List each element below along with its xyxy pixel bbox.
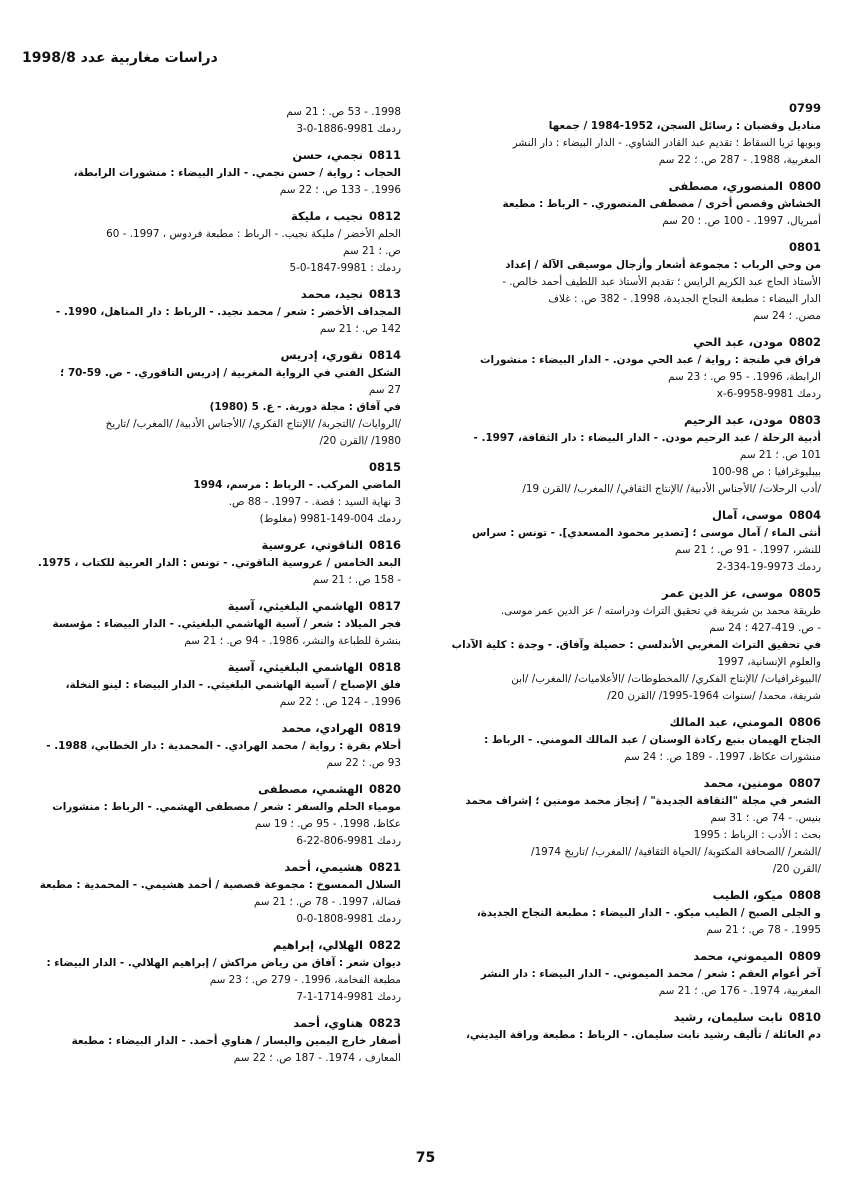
entry-heading	[23, 1015, 401, 1032]
entry-number: 0801	[788, 240, 821, 254]
entry-author: الهلالي، إبراهيم	[273, 938, 363, 952]
entry-line: ديوان شعر : آفاق من رياض مراكش / إبراهيم الهلالي. - الدار البيضاء :	[46, 957, 401, 969]
entry-heading	[431, 334, 821, 351]
entry-number: 0815	[368, 460, 401, 474]
entry-author: نجيد، محمد	[300, 287, 363, 301]
entry-heading	[23, 659, 401, 676]
entry-line: ردمك 9981-806-22-6	[296, 835, 401, 847]
entry-line: مناديل وقضبان : رسائل السجن، 1952-1984 / جمعها	[548, 120, 821, 132]
catalog-entry	[23, 537, 401, 589]
entry-author: نابت سليمان، رشيد	[673, 1010, 783, 1024]
entry-number: 0807	[788, 776, 821, 790]
entry-number: 0814	[368, 348, 401, 362]
entry-line: الشعر في مجلة "الثقافة الجديدة" / إنجاز محمد مومنين ؛ إشراف محمد	[465, 795, 821, 807]
entry-number: 0819	[368, 721, 401, 735]
entry-line: /الشعر/ /الصحافة المكتوبة/ /الحياة الثقافية/ /المغرب/ /تاريخ 1974/	[531, 846, 821, 858]
entry-heading	[431, 775, 821, 792]
catalog-entry	[23, 598, 401, 650]
entry-line: ص. ؛ 21 سم	[343, 245, 401, 257]
entry-line: المغربية، 1974. - 176 ص. ؛ 21 سم	[658, 985, 821, 997]
entry-line: طريقة محمد بن شريفة في تحقيق التراث ودراسته / عز الدين عمر موسى.	[500, 605, 821, 617]
catalog-entry	[431, 334, 821, 403]
entry-author: الهاشمي البلغيثي، آسية	[227, 660, 363, 674]
entry-line: مطبعة الفخامة، 1996. - 279 ص. ؛ 23 سم	[209, 974, 401, 986]
entry-line: للنشر، 1997. - 91 ص. ؛ 21 سم	[674, 544, 821, 556]
entry-number: 0804	[788, 508, 821, 522]
entry-line: شريفة، محمد/ /سنوات 1964-1995/ /القرن 20/	[607, 690, 821, 702]
entry-number: 0810	[788, 1010, 821, 1024]
entry-line: - ص. 419-427 ؛ 24 سم	[709, 622, 821, 634]
entry-number: 0812	[368, 209, 401, 223]
catalog-entry	[23, 459, 401, 528]
entry-author: الهرادي، محمد	[281, 721, 363, 735]
catalog-entry	[23, 720, 401, 772]
entry-heading	[23, 347, 401, 364]
entry-line: - 158 ص. ؛ 21 سم	[312, 574, 401, 586]
entry-heading	[23, 147, 401, 164]
entry-heading	[23, 937, 401, 954]
entry-author: موسى، آمال	[711, 508, 783, 522]
entry-number: 0809	[788, 949, 821, 963]
left-column	[23, 104, 401, 1076]
catalog-entry	[23, 147, 401, 199]
entry-line: 101 ص. ؛ 21 سم	[739, 449, 821, 461]
entry-author: هشيمي، أحمد	[284, 860, 363, 874]
entry-line: الرابطة، 1996. - 95 ص. ؛ 23 سم	[668, 371, 821, 383]
entry-line: المعارف ، 1974. - 187 ص. ؛ 22 سم	[233, 1052, 401, 1064]
page-header: دراسات مغاربية عدد 1998/8	[22, 50, 218, 66]
entry-line: /القرن 20/	[772, 863, 821, 875]
entry-heading	[431, 1009, 821, 1026]
entry-line: 142 ص. ؛ 21 سم	[319, 323, 401, 335]
entry-line: بنشرة للطباعة والنشر، 1986. - 94 ص. ؛ 21 سم	[184, 635, 401, 647]
entry-number: 0799	[788, 101, 821, 115]
catalog-entry	[23, 859, 401, 928]
entry-line: بيبليوغرافيا : ص 98-100	[711, 466, 821, 478]
entry-line: مصن. ؛ 24 سم	[753, 310, 821, 322]
entry-line: /أدب الرحلات/ /الأجناس الأدبية/ /الإنتاج الثقافي/ /المغرب/ /القرن 19/	[522, 483, 821, 495]
entry-heading	[431, 412, 821, 429]
entry-line: الماضي المركب. - الرباط : مرسم، 1994	[193, 479, 401, 491]
entry-line: والعلوم الإنسانية، 1997	[717, 656, 821, 668]
entry-author: الناقوتي، عروسية	[261, 538, 363, 552]
entry-number: 0803	[788, 413, 821, 427]
entry-author: مودن، عبد الحي	[693, 335, 783, 349]
entry-author: الهشمي، مصطفى	[258, 782, 363, 796]
entry-heading	[431, 714, 821, 731]
entry-line: أدبية الرحلة / عبد الرحيم مودن. - الدار البيضاء : دار الثقافة، 1997. -	[473, 432, 821, 444]
catalog-entry	[431, 714, 821, 766]
entry-heading	[23, 537, 401, 554]
catalog-entry	[23, 781, 401, 850]
entry-line: ردمك 9973-19-334-2	[716, 561, 821, 573]
entry-heading	[431, 887, 821, 904]
entry-author: نجيب ، مليكة	[290, 209, 363, 223]
entry-line: 93 ص. ؛ 22 سم	[326, 757, 401, 769]
entry-line: 3 نهاية السيد : قصة. - 1997. - 88 ص.	[228, 496, 401, 508]
entry-line: الخشاش وقصص أخرى / مصطفى المنصوري. - الرباط : مطبعة	[502, 198, 821, 210]
entry-line: ردمك 004-149-9981 (مغلوط)	[259, 513, 401, 525]
entry-line: ردمك 9981-1886-0-3	[296, 123, 401, 135]
entry-line: 1980/ /القرن 20/	[319, 435, 401, 447]
entry-line: وبوبها ثريا السقاط ؛ تقديم عبد القادر الشاوي. - الدار البيضاء : دار النشر	[512, 137, 821, 149]
entry-line: 1996. - 124 ص. ؛ 22 سم	[279, 696, 401, 708]
entry-line: الجناح الهيمان بنبع ركادة الوسنان / عبد المالك المومني. - الرباط :	[484, 734, 821, 746]
entry-heading	[431, 178, 821, 195]
entry-line: فراق في طنجة : رواية / عبد الحي مودن. - الدار البيضاء : منشورات	[480, 354, 821, 366]
entry-number: 0818	[368, 660, 401, 674]
entry-number: 0817	[368, 599, 401, 613]
entry-line: في تحقيق التراث المغربي الأندلسي : حصيلة وآفاق. - وجدة : كلية الآداب	[451, 639, 821, 651]
entry-line: فلق الإصباح / آسية الهاشمي البلغيثي. - الدار البيضاء : لينو النخلة،	[65, 679, 401, 691]
entry-number: 0821	[368, 860, 401, 874]
right-column	[431, 100, 821, 1053]
entry-line: من وحي الرباب : مجموعة أشعار وأزجال موسيقى الآلة / إعداد	[505, 259, 821, 271]
entry-line: فجر الميلاد : شعر / آسية الهاشمي البلغيثي. - الدار البيضاء : مؤسسة	[52, 618, 401, 630]
entry-author: نقوري، إدريس	[280, 348, 363, 362]
entry-line: أحلام بقرة : رواية / محمد الهرادي. - المحمدية : دار الخطابي، 1988. -	[46, 740, 401, 752]
entry-heading	[431, 239, 821, 256]
entry-author: الميموني، محمد	[693, 949, 783, 963]
catalog-entry	[431, 775, 821, 878]
entry-line: الحجاب : رواية / حسن نجمي. - الدار البيضاء : منشورات الرابطة،	[73, 167, 401, 179]
entry-number: 0813	[368, 287, 401, 301]
catalog-entry	[431, 100, 821, 169]
entry-line: فضالة، 1997. - 78 ص. ؛ 21 سم	[253, 896, 401, 908]
entry-line: أمبريال، 1997. - 100 ص. ؛ 20 سم	[662, 215, 821, 227]
entry-number: 0805	[788, 586, 821, 600]
entry-author: المنصوري، مصطفى	[668, 179, 783, 193]
entry-line: الأستاذ الحاج عبد الكريم الرايس ؛ تقديم الأستاذ عبد اللطيف أحمد خالص. -	[502, 276, 821, 288]
catalog-entry	[431, 412, 821, 498]
entry-heading	[431, 948, 821, 965]
entry-line: عكاظ، 1998. - 95 ص. ؛ 19 سم	[255, 818, 401, 830]
catalog-entry	[23, 104, 401, 138]
entry-line: ردمك : 9981-1847-0-5	[289, 262, 401, 274]
entry-line: المجداف الأخضر : شعر / محمد نجيد. - الرباط : دار المناهل، 1990. -	[55, 306, 401, 318]
entry-line: الشكل الفني في الرواية المغربية / إدريس الناقوري. - ص. 59-70 ؛	[60, 367, 401, 379]
entry-line: /البيوغرافيات/ /الإنتاج الفكري/ /المخطوطات/ /الأعلاميات/ /المغرب/ /ابن	[511, 673, 821, 685]
entry-line: في آفاق : مجلة دورية. - ع. 5 (1980)	[209, 401, 401, 413]
entry-heading	[23, 208, 401, 225]
entry-author: مودن، عبد الرحيم	[683, 413, 783, 427]
catalog-entry	[23, 937, 401, 1006]
entry-author: موسى، عز الدين عمر	[662, 586, 783, 600]
entry-number: 0811	[368, 148, 401, 162]
entry-number: 0806	[788, 715, 821, 729]
entry-line: بنيس. - 74 ص. ؛ 31 سم	[710, 812, 821, 824]
entry-author: الهاشمي البلغيثي، آسية	[227, 599, 363, 613]
entry-number: 0822	[368, 938, 401, 952]
entry-line: المغربية، 1988. - 287 ص. ؛ 22 سم	[658, 154, 821, 166]
entry-line: أصفار خارج اليمين واليسار / هناوي أحمد. - الدار البيضاء : مطبعة	[71, 1035, 401, 1047]
entry-line: مومياء الحلم والسفر : شعر / مصطفى الهشمي. - الرباط : منشورات	[52, 801, 401, 813]
entry-heading	[431, 100, 821, 117]
catalog-entry	[23, 659, 401, 711]
entry-author: نجمي، حسن	[292, 148, 363, 162]
catalog-entry	[23, 286, 401, 338]
entry-line: 1998. - 53 ص. ؛ 21 سم	[286, 106, 401, 118]
entry-line: دم العائلة / تأليف رشيد نابت سليمان. - الرباط : مطبعة وراقة اليديني،	[465, 1029, 821, 1041]
entry-number: 0816	[368, 538, 401, 552]
entry-author: هناوي، أحمد	[293, 1016, 363, 1030]
entry-line: بحث : الأدب : الرباط : 1995	[693, 829, 821, 841]
entry-line: ردمك 9981-9958-6-x	[716, 388, 821, 400]
entry-heading	[23, 720, 401, 737]
entry-author: ميكو، الطيب	[712, 888, 783, 902]
page-number: 75	[415, 1150, 436, 1166]
catalog-entry	[431, 887, 821, 939]
entry-line: و الجلى الصبح / الطيب ميكو. - الدار البيضاء : مطبعة النجاح الجديدة،	[476, 907, 821, 919]
entry-author: المومني، عبد المالك	[669, 715, 783, 729]
entry-number: 0823	[368, 1016, 401, 1030]
catalog-entry	[431, 948, 821, 1000]
entry-heading	[431, 507, 821, 524]
entry-line: ردمك 9981-1714-1-7	[296, 991, 401, 1003]
entry-author: مومنين، محمد	[703, 776, 783, 790]
entry-heading	[431, 585, 821, 602]
catalog-entry	[431, 239, 821, 325]
catalog-entry	[431, 507, 821, 576]
catalog-entry	[431, 585, 821, 705]
catalog-entry	[23, 347, 401, 450]
entry-line: منشورات عكاظ، 1997. - 189 ص. ؛ 24 سم	[624, 751, 821, 763]
entry-line: الدار البيضاء : مطبعة النجاح الجديدة، 1998. - 382 ص. : غلاف	[548, 293, 821, 305]
entry-heading	[23, 859, 401, 876]
entry-number: 0800	[788, 179, 821, 193]
entry-line: /الروايات/ /التجربة/ /الإنتاج الفكري/ /الأجناس الأدبية/ /المغرب/ /تاريخ	[105, 418, 401, 430]
entry-heading	[23, 459, 401, 476]
catalog-entry	[431, 1009, 821, 1044]
entry-line: الحلم الأخضر / مليكة نجيب. - الرباط : مطبعة فردوس ، 1997. - 60	[106, 228, 401, 240]
entry-number: 0802	[788, 335, 821, 349]
catalog-entry	[23, 208, 401, 277]
entry-line: 1995. - 78 ص. ؛ 21 سم	[706, 924, 821, 936]
entry-number: 0808	[788, 888, 821, 902]
entry-heading	[23, 598, 401, 615]
entry-line: السلال الممسوخ : مجموعة قصصية / أحمد هشيمي. - المحمدية : مطبعة	[39, 879, 401, 891]
catalog-entry	[431, 178, 821, 230]
entry-number: 0820	[368, 782, 401, 796]
entry-line: آخر أعوام العقم : شعر / محمد الميموني. - الدار البيضاء : دار النشر	[480, 968, 821, 980]
entry-line: ردمك 9981-1808-0-0	[296, 913, 401, 925]
entry-line: 27 سم	[368, 384, 401, 396]
entry-line: البعد الخامس / عروسية الناقوتي. - تونس : الدار العربية للكتاب ، 1975.	[37, 557, 401, 569]
entry-heading	[23, 286, 401, 303]
catalog-entry	[23, 1015, 401, 1067]
entry-line: 1996. - 133 ص. ؛ 22 سم	[279, 184, 401, 196]
entry-heading	[23, 781, 401, 798]
entry-line: أنثى الماء / آمال موسى ؛ [تصدير محمود المسعدي]. - تونس : سراس	[472, 527, 821, 539]
